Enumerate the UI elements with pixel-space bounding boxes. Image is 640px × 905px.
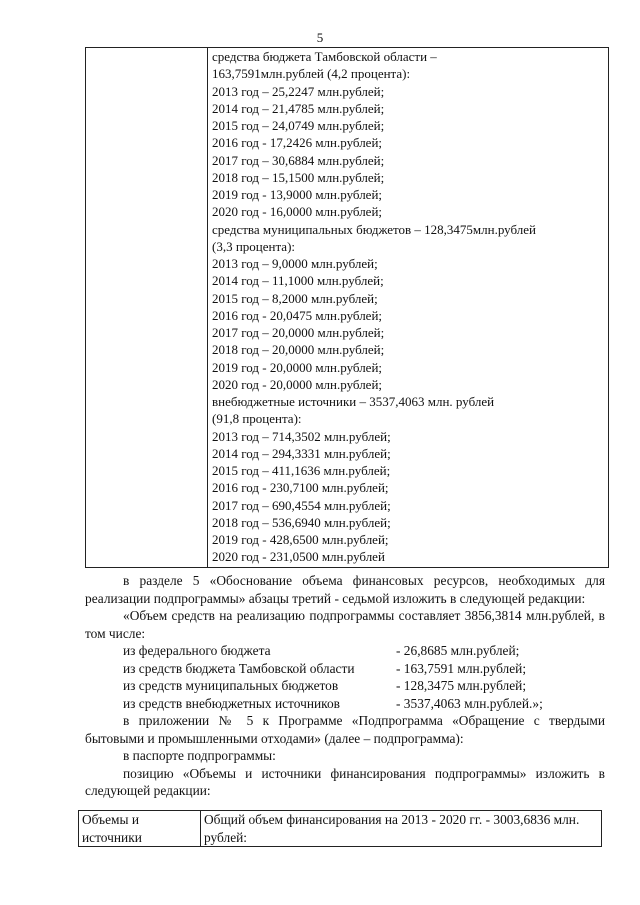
bottom-table-right: Общий объем финансирования на 2013 - 2020 гг. - 3003,6836 млн. рублей:	[201, 811, 602, 847]
paragraph-passport: в паспорте подпрограммы:	[123, 748, 276, 763]
source-row-regional	[85, 660, 605, 678]
document-body	[85, 572, 605, 800]
table-line: 2015 год – 24,0749 млн.рублей;	[212, 118, 385, 133]
table-line: 2013 год – 714,3502 млн.рублей;	[212, 428, 391, 444]
table-line: средства муниципальных бюджетов – 128,3475млн.рублей	[212, 221, 537, 237]
source-value: - 128,3475 млн.рублей;	[396, 678, 527, 693]
table-line: 2020 год - 16,0000 млн.рублей;	[212, 204, 383, 220]
table-line: средства бюджета Тамбовской области –	[212, 49, 437, 64]
table-line: 2013 год – 9,0000 млн.рублей;	[212, 256, 378, 271]
table-line: внебюджетные источники – 3537,4063 млн. рублей	[212, 394, 495, 409]
table-line: 2016 год - 230,7100 млн.рублей;	[212, 480, 389, 496]
table-line: 2014 год – 294,3331 млн.рублей;	[212, 445, 391, 461]
table-line: 2014 год – 21,4785 млн.рублей;	[212, 100, 385, 116]
source-row-federal	[85, 642, 605, 660]
table-line: (3,3 процента):	[212, 238, 296, 254]
table-line: 2020 год - 20,0000 млн.рублей;	[212, 376, 383, 392]
paragraph-appendix: в приложении № 5 к Программе «Подпрограмма «Обращение с твердыми бытовыми и промышленными отходами» (далее – подпрограмма):	[85, 713, 605, 746]
table-line: 163,7591млн.рублей (4,2 процента):	[212, 66, 411, 82]
table-line: 2020 год - 231,0500 млн.рублей	[212, 549, 385, 565]
bottom-table	[78, 810, 602, 847]
source-value: - 163,7591 млн.рублей;	[396, 660, 527, 676]
table-line: 2015 год – 8,2000 млн.рублей;	[212, 290, 378, 306]
paragraph-position: позицию «Объемы и источники финансирования подпрограммы» изложить в следующей редакции:	[85, 765, 605, 798]
table-line: 2018 год – 15,1500 млн.рублей;	[212, 169, 385, 185]
table-line: 2019 год - 428,6500 млн.рублей;	[212, 532, 389, 547]
paragraph-section5: в разделе 5 «Обоснование объема финансовых ресурсов, необходимых для реализации подпрограммы» абзацы третий - седьмой изложить в следующей редакции:	[85, 573, 605, 606]
bottom-table-left: Объемы и источники	[79, 811, 201, 847]
source-name: из средств муниципальных бюджетов	[123, 678, 339, 693]
table-line: 2014 год – 11,1000 млн.рублей;	[212, 273, 384, 289]
source-name: из средств бюджета Тамбовской области	[123, 660, 355, 676]
paragraph-volume: «Объем средств на реализацию подпрограммы составляет 3856,3814 млн.рублей, в том числе:	[85, 608, 605, 641]
table-line: 2016 год - 17,2426 млн.рублей;	[212, 135, 383, 151]
table-right-cell	[208, 48, 609, 568]
source-value: - 26,8685 млн.рублей;	[396, 643, 520, 658]
funding-table	[85, 47, 609, 568]
table-line: 2017 год – 690,4554 млн.рублей;	[212, 497, 391, 513]
table-line: (91,8 процента):	[212, 411, 302, 427]
table-left-cell	[86, 48, 208, 568]
source-value: - 3537,4063 млн.рублей.»;	[396, 695, 543, 711]
table-line: 2019 год - 13,9000 млн.рублей;	[212, 187, 383, 202]
table-line: 2018 год – 20,0000 млн.рублей;	[212, 342, 385, 358]
table-line: 2017 год – 30,6884 млн.рублей;	[212, 152, 385, 168]
table-line: 2019 год - 20,0000 млн.рублей;	[212, 359, 383, 375]
table-line: 2017 год – 20,0000 млн.рублей;	[212, 325, 385, 340]
table-line: 2018 год – 536,6940 млн.рублей;	[212, 514, 391, 530]
table-line: 2016 год - 20,0475 млн.рублей;	[212, 307, 383, 323]
source-row-municipal	[85, 677, 605, 695]
source-name: из федерального бюджета	[123, 643, 271, 658]
table-line: 2015 год – 411,1636 млн.рублей;	[212, 463, 391, 478]
source-row-extrabudget	[85, 695, 605, 713]
page-number: 5	[316, 30, 324, 45]
source-name: из средств внебюджетных источников	[123, 695, 340, 711]
table-line: 2013 год – 25,2247 млн.рублей;	[212, 83, 385, 99]
